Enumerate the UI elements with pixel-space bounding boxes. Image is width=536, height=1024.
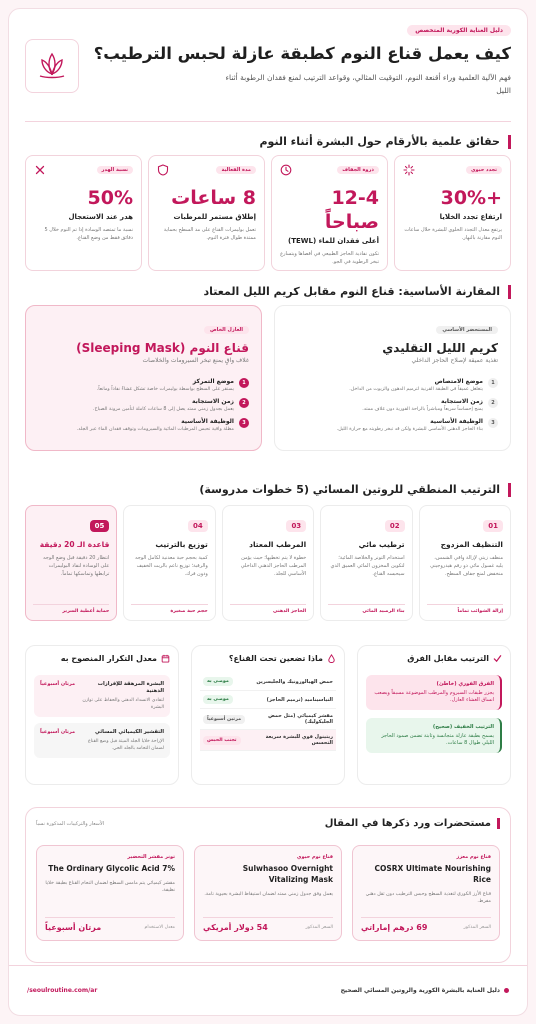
item-desc: يتغلغل عميقاً في الطبقة القرنية لترميم الدهون والزيوت من الداخل. <box>349 387 483 392</box>
product-price: مرتان أسبوعياً <box>45 923 102 932</box>
comparison-list <box>38 378 249 433</box>
panel-title-text: معدل التكرار المنصوح به <box>60 654 157 663</box>
table-row <box>200 691 336 709</box>
comparison-grid <box>25 305 511 451</box>
wrong-order-desc: يجزر طبقات السيروم والمرطب الموضوعة مسبقاً ويصعب انساق الغشاء العازل. <box>374 690 494 703</box>
price-label: معدل الاستخدام <box>144 925 175 930</box>
footer-dot-icon <box>504 988 509 993</box>
products-section <box>25 807 511 963</box>
list-item <box>38 398 249 413</box>
fact-description: نسبة ما تمتصه الوسادة إذا تم النوم خلال 5 دقائق فقط من وضع القناع. <box>44 227 133 241</box>
table-row <box>200 730 336 751</box>
products-header <box>36 818 500 829</box>
list-item <box>287 418 498 433</box>
product-price: 54 دولار أمريكي <box>203 923 268 932</box>
comparison-section-title: المقارنة الأساسية: قناع النوم مقابل كريم الليل المعتاد <box>25 285 511 299</box>
product-name: Sulwhasoo Overnight Vitalizing Mask <box>242 864 333 884</box>
card-subtitle: تغذية عميقة لإصلاح الحاجز الداخلي <box>411 357 498 364</box>
card-tag: المستحضر الأساسي <box>436 326 498 334</box>
routine-step <box>419 505 511 621</box>
panel-title-text: الترتيب مقابل الفرق <box>407 654 489 663</box>
product-kind: تونر مقشر التحضير <box>127 854 175 860</box>
frequency-value: مرتان أسبوعياً <box>40 729 76 735</box>
sleeping-mask-card <box>25 305 262 451</box>
list-item <box>287 398 498 413</box>
routine-step <box>123 505 215 621</box>
fact-tag: نسبة الهدر <box>97 166 133 174</box>
card-title: قناع النوم (Sleeping Mask) <box>76 341 249 355</box>
step-number: 03 <box>286 520 306 532</box>
verdict-badge: موصى به <box>203 677 233 686</box>
lotus-logo-icon <box>25 39 79 93</box>
step-desc: منظف زيتي لإزالة واقي الشمس، يليه غسول مائي ذو رقم هيدروجيني منخفض لمنع جفاف السطح. <box>430 555 503 577</box>
list-item <box>287 378 498 393</box>
sparkle-icon <box>403 164 415 176</box>
fact-description: يرتفع معدل التجدد الخلوي للبشرة خلال ساعات النوم مقارنة بالنهار. <box>404 227 502 241</box>
price-label: السعر المذكور <box>305 925 333 930</box>
fact-card <box>25 155 142 271</box>
page-subtitle: فهم الآلية العلمية وراء أقنعة النوم، التوقيت المثالي، وقواعد الترتيب لمنع فقدان الرطوبة أثناء الليل <box>225 73 511 95</box>
routine-step <box>320 505 412 621</box>
ingredient-name: ريتينول قوي للبشرة سريعة التحسس <box>265 734 333 746</box>
shield-icon <box>157 164 169 176</box>
clock-icon <box>280 164 292 176</box>
right-order-desc: يسمح بطبقة عازلة متجانسة وثابتة تضمن صمود الحاجز الليلي طوال 8 ساعات. <box>381 733 494 746</box>
frequency-value: مرتان أسبوعياً <box>40 681 76 687</box>
info-panels <box>25 645 511 785</box>
verdict-badge: مرتين أسبوعياً <box>203 715 245 724</box>
item-desc: بناء الحاجز الدهني الأساسي للبشرة ولكن قد تبخر رطوبته مع حرارة الليل. <box>336 427 483 432</box>
panel-title-text: ماذا تضعين تحت القناع؟ <box>228 654 323 663</box>
panel-title <box>366 654 502 663</box>
item-title: موضع التمركز <box>192 378 234 385</box>
step-number: 01 <box>483 520 503 532</box>
right-order-box <box>366 718 502 753</box>
product-card[interactable] <box>194 845 342 941</box>
item-desc: يعمل بجدول زمني ممتد يصل إلى 8 ساعات كاملة لتأمين مرونة الصباح. <box>93 407 234 412</box>
list-item <box>38 418 249 433</box>
droplet-icon <box>327 654 336 663</box>
step-title: توزيع بالترتيب <box>155 540 208 549</box>
step-desc: كمية بحجم حبة معدنية لكامل الوجه والرقبة؛ توزيع ناعم بالربت الخفيف ودون فرك. <box>135 555 208 577</box>
wrong-order-box <box>366 675 502 710</box>
list-item <box>38 378 249 393</box>
night-cream-card <box>274 305 511 451</box>
product-name: COSRX Ultimate Nourishing Rice <box>374 864 491 884</box>
step-title: قاعدة الـ 20 دقيقة <box>39 540 110 549</box>
price-label: السعر المذكور <box>463 925 491 930</box>
fact-number: 50% <box>87 187 133 209</box>
product-card[interactable] <box>352 845 500 941</box>
ingredient-name: مقشر كيميائي (مثل حمض الجليكوليك) <box>268 713 333 725</box>
comparison-list <box>287 378 498 433</box>
frequency-panel <box>25 645 179 785</box>
fact-tag: ذروة الجفاف <box>337 166 379 174</box>
frequency-row <box>34 723 170 758</box>
brand-badge: دليل العناية الكورية المتخصص <box>407 25 511 36</box>
product-price: 69 درهم إماراتي <box>361 923 428 932</box>
item-title: موضع الامتصاص <box>434 378 483 385</box>
fact-card <box>271 155 388 271</box>
product-name: The Ordinary Glycolic Acid 7% <box>48 864 175 873</box>
frequency-desc: لتفادي الانسداد الدهني والحفاظ على توازن البشرة <box>82 698 164 710</box>
calendar-icon <box>161 654 170 663</box>
frequency-desc: الإراحة خلايا الجلد الميتة قبل وضع القناع لضمان التحامه بالجلد الحي. <box>87 739 164 751</box>
ingredients-table <box>200 673 336 751</box>
product-footer <box>203 917 333 932</box>
item-number: 1 <box>239 378 249 388</box>
fact-card <box>148 155 265 271</box>
frequency-label: البشرة المرهقة للإفرازات الدهنية <box>97 681 164 694</box>
facts-section-title: حقائق علمية بالأرقام حول البشرة أثناء النوم <box>25 135 511 149</box>
item-number: 1 <box>488 378 498 388</box>
products-note: الأسعار والتركيبات المذكورة نسباً <box>36 820 105 827</box>
item-desc: مظلة واقية تحبس المرطبات المائية والسيرومات وتوقف فقدان الماء عبر الجلد. <box>76 427 234 432</box>
step-footer: حماية أغطية السرير <box>33 604 109 614</box>
card-subtitle: غلاف واقٍ يمنع تبخر السيرومات والخلاصات <box>142 357 249 364</box>
routine-steps <box>25 505 511 621</box>
product-kind: قناع نوم حيوي <box>296 854 333 860</box>
panel-title <box>34 654 170 663</box>
fact-tag: تجدد حيوي <box>466 166 502 174</box>
right-order-title: الترتيب الخفيف (صحيح) <box>432 724 494 730</box>
product-desc: قناع الأرز الكوري لتغذية السطح وحبس الترطيب دون ثقل دهني مفرط. <box>365 892 491 904</box>
ingredient-name: حمض الهيالورونيك والجليسرين <box>256 678 333 685</box>
table-row <box>200 673 336 691</box>
frequency-label: التقشير الكيميائي المسائي <box>94 729 164 735</box>
order-panel <box>357 645 511 785</box>
footer-url-link[interactable]: /seoulroutine.com/ar <box>27 987 98 994</box>
step-title: التنظيف المزدوج <box>440 540 503 549</box>
item-number: 2 <box>239 398 249 408</box>
step-number: 04 <box>188 520 208 532</box>
fact-label: أعلى فقدان للماء (TEWL) <box>287 237 379 245</box>
fact-number: 8 ساعات <box>171 187 256 209</box>
page-title: كيف يعمل قناع النوم كطبقة عازلة لحبس الترطيب؟ <box>93 44 511 63</box>
fact-card <box>394 155 511 271</box>
item-title: زمن الاستجابة <box>441 398 483 405</box>
product-card[interactable] <box>36 845 184 941</box>
products-grid <box>36 845 500 941</box>
products-title: مستحضرات ورد ذكرها في المقال <box>325 818 500 829</box>
check-icon <box>493 654 502 663</box>
product-footer <box>361 917 491 932</box>
header-divider <box>25 121 511 122</box>
step-desc: خطوة لا يتم تخطيها؛ حيث يؤمن المرطب الحاجز الدهني الداخلي الأساسي للجلد. <box>240 555 307 577</box>
panel-title <box>200 654 336 663</box>
item-number: 3 <box>239 418 249 428</box>
step-footer: الحاجز الدهني <box>230 604 306 614</box>
verdict-badge: تجنب الحبس <box>203 736 241 745</box>
item-desc: يستقر على السطح بواسطة بوليمرات خاصة تشكل غشاءً نفاذاً ومانعاً. <box>96 387 234 392</box>
fact-label: ارتفاع تجدد الخلايا <box>439 213 502 221</box>
routine-step <box>222 505 314 621</box>
step-title: ترطيب مائي <box>358 540 405 549</box>
step-footer: إزالة الشوائب تماماً <box>427 604 503 614</box>
fact-number: 12-4 صباحاً <box>324 187 379 233</box>
page-header <box>25 25 511 109</box>
page-footer <box>9 965 527 1015</box>
product-kind: قناع نوم معزز <box>456 854 491 860</box>
item-desc: يمنح إحساساً سريعاً ومباشراً بالراحة الفورية دون غلاف ممتد. <box>362 407 483 412</box>
step-desc: انتظار 20 دقيقة قبل وضع الوجه على الوسادة لنفاذ البوليمرات ترابطها وتماسكها تماماً. <box>43 555 110 577</box>
fact-description: تكون نفاذية الحاجز الطبيعي في أقصاها ويتسارع تبخر الرطوبة في الجو. <box>280 251 379 265</box>
item-title: زمن الاستجابة <box>192 398 234 405</box>
ingredient-name: النياسيناميد (ترميم الحاجز) <box>266 696 333 703</box>
step-desc: استخدام التونر والخلاصة المائية؛ لتكوين المخزون المائي العميق الذي سيحبسه القناع. <box>330 555 405 577</box>
product-desc: مقشر كيميائي يتم مامس السطح لضمان التحام القناع بطبقة خلايا نظيفة. <box>45 881 175 893</box>
close-icon <box>34 164 46 176</box>
fact-tag: مدة الفعالية <box>216 166 256 174</box>
frequency-row <box>34 675 170 717</box>
table-row <box>200 709 336 730</box>
footer-brand <box>341 987 509 994</box>
routine-section-title: الترتيب المنطقي للروتين المسائي (5 خطوات مدروسة) <box>25 483 511 497</box>
fact-label: إطلاق مستمر للمرطبات <box>173 213 256 221</box>
item-number: 3 <box>488 418 498 428</box>
step-footer: حجم حبة صغيرة <box>131 604 207 614</box>
card-title: كريم الليل التقليدي <box>382 341 498 355</box>
page-container <box>8 8 528 1016</box>
step-title: المرطب المعتاد <box>249 540 307 549</box>
verdict-badge: موصى به <box>203 695 233 704</box>
product-desc: يعمل وفق جدول زمني ممتد لضمان استيقاظ البشرة بحيوية تامة. <box>204 892 333 897</box>
wrong-order-title: الفرق الفوري (خاطئ) <box>436 681 494 687</box>
item-title: الوظيفة الأساسية <box>430 418 483 425</box>
fact-label: هدر عند الاستعجال <box>68 213 133 221</box>
fact-description: تعمل بوليمرات القناع على مد السطح بحماية ممتدة طوال فترة النوم. <box>163 227 256 241</box>
item-number: 2 <box>488 398 498 408</box>
card-tag: العازل الخاص <box>204 326 249 334</box>
item-title: الوظيفة الأساسية <box>181 418 234 425</box>
step-number: 02 <box>385 520 405 532</box>
fact-number: +30% <box>440 187 502 209</box>
step-footer: بناء الرصيد المائي <box>328 604 404 614</box>
step-number: 05 <box>90 520 110 532</box>
footer-text: دليل العناية بالبشرة الكورية والروتين المسائي الصحيح <box>340 987 500 994</box>
routine-step-highlighted <box>25 505 117 621</box>
under-mask-panel <box>191 645 345 785</box>
facts-grid <box>25 155 511 271</box>
product-footer <box>45 917 175 932</box>
